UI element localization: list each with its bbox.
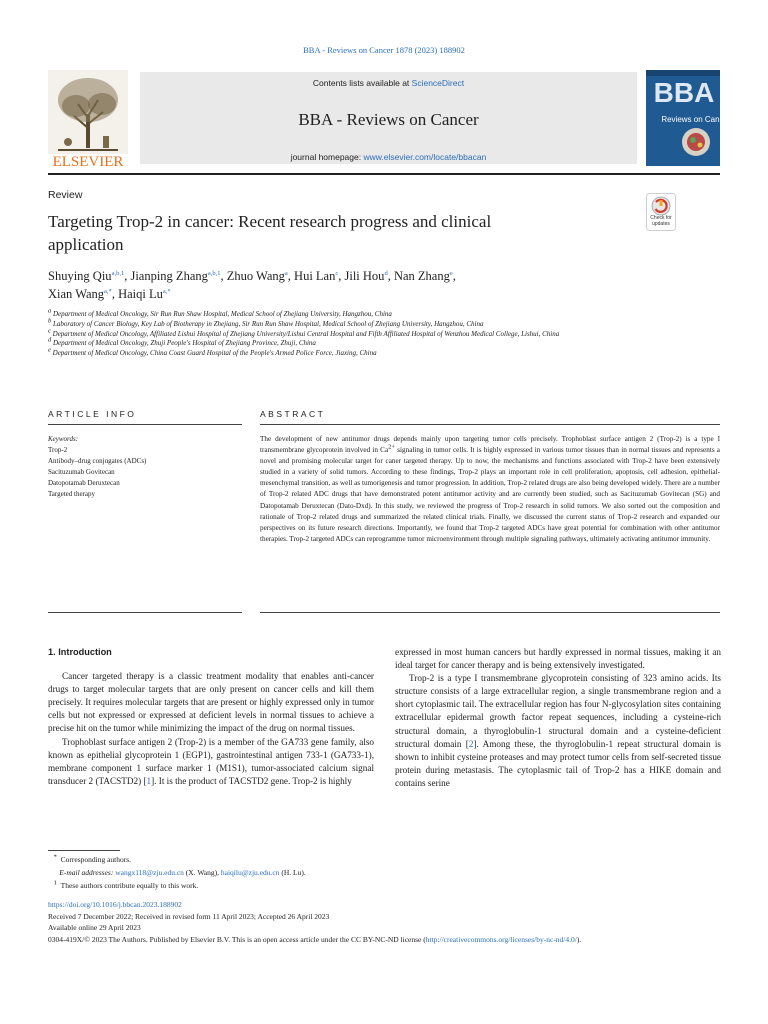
article-info-rule xyxy=(48,424,242,425)
equal-contribution-text: These authors contribute equally to this work. xyxy=(60,881,199,890)
corresponding-text: Corresponding authors. xyxy=(60,855,132,864)
cover-title: BBA xyxy=(653,77,715,108)
affiliation-b xyxy=(48,317,648,330)
homepage-prefix: journal homepage: xyxy=(290,152,364,162)
footnote-equal-contribution xyxy=(48,879,720,892)
reference-link-2[interactable]: 2 xyxy=(468,738,474,749)
author-list xyxy=(48,267,648,303)
license-text-end: ). xyxy=(576,934,582,944)
affiliation-mark: d xyxy=(48,337,52,345)
intro-paragraph-2-text: Trophoblast surface antigen 2 (Trop-2) is a member of the GA733 gene family, also known as epithelial glycoprotein 1 (EGP1), gastrointestinal antigen 733-1 (GA733-1), membrane component 1 surface marker 1 (M1S1), tumor-associated calcium signal transducer 2 (TACSTD2) [ xyxy=(48,736,374,786)
keywords-list xyxy=(48,445,242,500)
right-paragraph-2 xyxy=(395,672,721,790)
author-affiliation-marks[interactable]: a,* xyxy=(104,287,112,295)
equal-contribution-mark: 1 xyxy=(53,879,57,887)
intro-paragraph-1: Cancer targeted therapy is a classic treatment modality that enables anti-cancer drugs to target molecular targets that are only present on cancer cells and kill them precisely. It requires molecular targets that are present or highly expressed only in tumor cells but not expressed or expressed at deficient levels in normal tissues to achieve a precise hit on the tumor while minimizing the impact of the drug on normal tissues. xyxy=(48,671,374,734)
keywords-block xyxy=(48,434,242,500)
author-name[interactable]: Zhuo Wang xyxy=(226,269,285,283)
masthead-divider xyxy=(48,173,720,175)
author-affiliation-marks[interactable]: a xyxy=(284,269,288,277)
affiliation-mark: c xyxy=(48,327,51,335)
affiliation-text: Department of Medical Oncology, Zhuji People's Hospital of Zhejiang Province, Zhuji, China xyxy=(51,339,316,348)
journal-masthead xyxy=(48,70,731,170)
affiliations xyxy=(48,307,648,359)
keyword: Targeted therapy xyxy=(48,490,95,498)
keyword: Antibody–drug conjugates (ADCs) xyxy=(48,457,147,465)
email-link-wang[interactable]: wangx118@zju.edu.cn xyxy=(115,868,184,877)
author-separator: , xyxy=(111,287,119,301)
ion-charge: 2+ xyxy=(388,443,396,451)
affiliation-mark: e xyxy=(48,346,51,354)
running-citation[interactable]: BBA - Reviews on Cancer 1878 (2023) 188902 xyxy=(303,45,465,55)
homepage-line xyxy=(140,152,637,162)
check-for-updates-badge[interactable] xyxy=(646,193,676,231)
affiliation-a xyxy=(48,307,648,320)
footnote-corresponding xyxy=(48,853,720,866)
elsevier-wordmark: ELSEVIER xyxy=(52,154,124,170)
affiliation-text: Department of Medical Oncology, Affiliated Lishui Hospital of Zhejiang University/Lishui Central Hospital and Fifth Affiliated Hospital of Wenzhou Medical College, Lishui, China xyxy=(50,329,560,338)
article-type: Review xyxy=(48,189,83,201)
author-affiliation-marks[interactable]: a,b,1 xyxy=(207,269,221,277)
license-text: 0304-419X/© 2023 The Authors. Published by Elsevier B.V. This is an open access article under the CC BY-NC-ND license ( xyxy=(48,934,426,944)
email-link-lu[interactable]: haiqilu@zju.edu.cn xyxy=(220,868,280,877)
affiliation-d xyxy=(48,339,648,349)
footnote-emails xyxy=(48,866,720,879)
keyword: Sacituzumab Govitecan xyxy=(48,468,115,476)
affiliation-text: Laboratory of Cancer Biology, Key Lab of Biotherapy in Zhejiang, Sir Run Run Shaw Hospital, Medical School of Zhejiang University, Hangzhou, China xyxy=(51,319,484,328)
intro-paragraph-2 xyxy=(48,736,374,788)
doi-link[interactable]: https://doi.org/10.1016/j.bbcan.2023.188902 xyxy=(48,900,182,909)
affiliation-c xyxy=(48,327,648,340)
author-name[interactable]: Haiqi Lu xyxy=(118,287,163,301)
elsevier-logo[interactable] xyxy=(48,70,128,170)
author-name[interactable]: Shuying Qiu xyxy=(48,269,112,283)
section-heading-introduction: 1. Introduction xyxy=(48,647,112,657)
keyword: Datopotamab Deruxtecan xyxy=(48,479,120,487)
abstract-text: The development of new antitumor drugs depends mainly upon targeting tumor cells precisely. Trophoblast surface antigen 2 (Trop-2) is a type I transmembrane glycoprotein involved in $Ca^{2+}$ signaling in tumor cells. It is highly expressed in various tumor tissues than in normal tissues and represents a novel and promising molecular target for caner targeted therapy. Up to now, the mechanisms and functions associated with Trop-2 have been extensively studied in a variety of solid tumors. According to these findings, Trop-2 plays an important role in cell proliferation, apoptosis, cell adhesion, epithelial-mesenchymal transition, as well as tumorigenesis and tumor progression. In addition, Trop-2 related drugs are also being developed widely. There are a number of Trop-2 related ADC drugs that have demonstrated potent antitumor activity and are currently been studied, such as Sacituzumab Govitecan (SG) and Datopotamab Deruxtecan (Dato-Dxd). In this study, we reviewed the progress of Trop-2 research in solid tumors. We also sorted out the composition and rationale of Trop-2 related drugs and summarized the related clinical trials. Finally, we discussed the current status of Trop-2 research and expanded our perspectives on its future research directions. Importantly, we found that Trop-2 targeted ADCs have great potential for combination with other antitumor therapies. Trop-2 targeted ADCs can reprogramme tumor microenvironment through multiple signaling pathways, ultimately activating antitumor immunity. xyxy=(260,435,720,543)
article-info-heading: ARTICLE INFO xyxy=(48,409,137,419)
author-name[interactable]: Jili Hou xyxy=(344,269,385,283)
keyword: Trop-2 xyxy=(48,446,68,454)
affiliation-mark: b xyxy=(48,317,52,325)
journal-homepage-link[interactable]: www.elsevier.com/locate/bbacan xyxy=(363,152,487,162)
author-affiliation-marks[interactable]: a,b,1 xyxy=(111,269,125,277)
affiliation-text: Department of Medical Oncology, China Coast Guard Hospital of the People's Armed Police Force, Jiaxing, China xyxy=(50,349,377,358)
right-paragraph-2-text-end: ]. Among these, the thyroglobulin-1 repeat structural domain is shown to inhibit cysteine proteases and may protect tumor cells from self-secreted tissue protein during metastasis. The cytoplasmic tail of Trop-2 has a HIKE domain and contains serine xyxy=(395,738,721,788)
author-name[interactable]: Hui Lan xyxy=(294,269,336,283)
corresponding-mark: * xyxy=(53,853,57,861)
email-name-lu: (H. Lu). xyxy=(279,868,306,877)
affiliation-e xyxy=(48,346,648,359)
author-name[interactable]: Xian Wang xyxy=(48,287,105,301)
journal-cover-thumbnail[interactable] xyxy=(646,70,731,166)
check-updates-label: Check for updates xyxy=(650,215,672,227)
author-separator: , xyxy=(338,269,345,283)
author-affiliation-marks[interactable]: e xyxy=(449,269,453,277)
author-name[interactable]: Nan Zhang xyxy=(393,269,450,283)
right-paragraph-2-text: Trop-2 is a type I transmembrane glycoprotein consisting of 323 amino acids. Its structure consists of a large extracellular region, a single transmembrane region and a short cytoplasmic tail. The extracellular region has four N-glycosylation sites containing extracellular epidermal growth factor repeat sequences, including a cysteine-rich structural domain, a thyroglobulin-1 structural domain and a cysteine-deficient structural domain [ xyxy=(395,673,721,749)
affiliation-text: Department of Medical Oncology, Sir Run Run Shaw Hospital, Medical School of Zhejiang University, Hangzhou, China xyxy=(51,310,392,318)
license-link[interactable]: http://creativecommons.org/licenses/by-nc-nd/4.0/ xyxy=(425,934,577,944)
journal-title: BBA - Reviews on Cancer xyxy=(298,110,479,129)
email-name-wang: (X. Wang), xyxy=(183,868,221,877)
body-column-left xyxy=(48,646,374,788)
author-separator: , xyxy=(387,269,394,283)
article-title: Targeting Trop-2 in cancer: Recent research progress and clinical application xyxy=(48,212,492,254)
reference-link-1[interactable]: 1 xyxy=(146,775,152,786)
abstract-rule xyxy=(260,424,720,425)
keywords-label: Keywords: xyxy=(48,435,79,443)
contents-prefix: Contents lists available at xyxy=(312,78,412,88)
footnotes xyxy=(48,853,720,892)
footnote-rule xyxy=(48,850,120,851)
author-name[interactable]: Jianping Zhang xyxy=(130,269,208,283)
affiliation-mark: a xyxy=(48,307,52,315)
email-label: E-mail addresses: xyxy=(59,868,114,877)
author-separator: , xyxy=(287,269,295,283)
cover-subtitle: Reviews on Cancer xyxy=(661,115,731,124)
contents-line xyxy=(140,78,637,88)
article-info-bottom-rule xyxy=(48,612,242,613)
publication-info xyxy=(48,899,720,945)
body-column-right xyxy=(395,646,721,790)
journal-banner xyxy=(140,72,637,164)
author-affiliation-marks[interactable]: d xyxy=(384,269,388,277)
intro-paragraph-2-text-end: ]. It is the product of TACSTD2 gene. Trop-2 is highly xyxy=(151,775,352,786)
author-separator: , xyxy=(452,269,456,283)
author-affiliation-marks[interactable]: c xyxy=(335,269,339,277)
license-statement xyxy=(48,934,720,946)
received-dates: Received 7 December 2022; Received in revised form 11 April 2023; Accepted 26 April 2023 xyxy=(48,911,330,921)
author-affiliation-marks[interactable]: a,* xyxy=(162,287,171,295)
abstract-heading: ABSTRACT xyxy=(260,409,326,419)
right-paragraph-1: expressed in most human cancers but hardly expressed in normal tissues, making it an ideal target for cancer therapy and is being extensively investigated. xyxy=(395,647,721,671)
sciencedirect-link[interactable]: ScienceDirect xyxy=(411,78,465,88)
available-online: Available online 29 April 2023 xyxy=(48,923,141,932)
abstract-bottom-rule xyxy=(260,612,720,613)
author-separator: , xyxy=(124,269,131,283)
author-separator: , xyxy=(220,269,227,283)
